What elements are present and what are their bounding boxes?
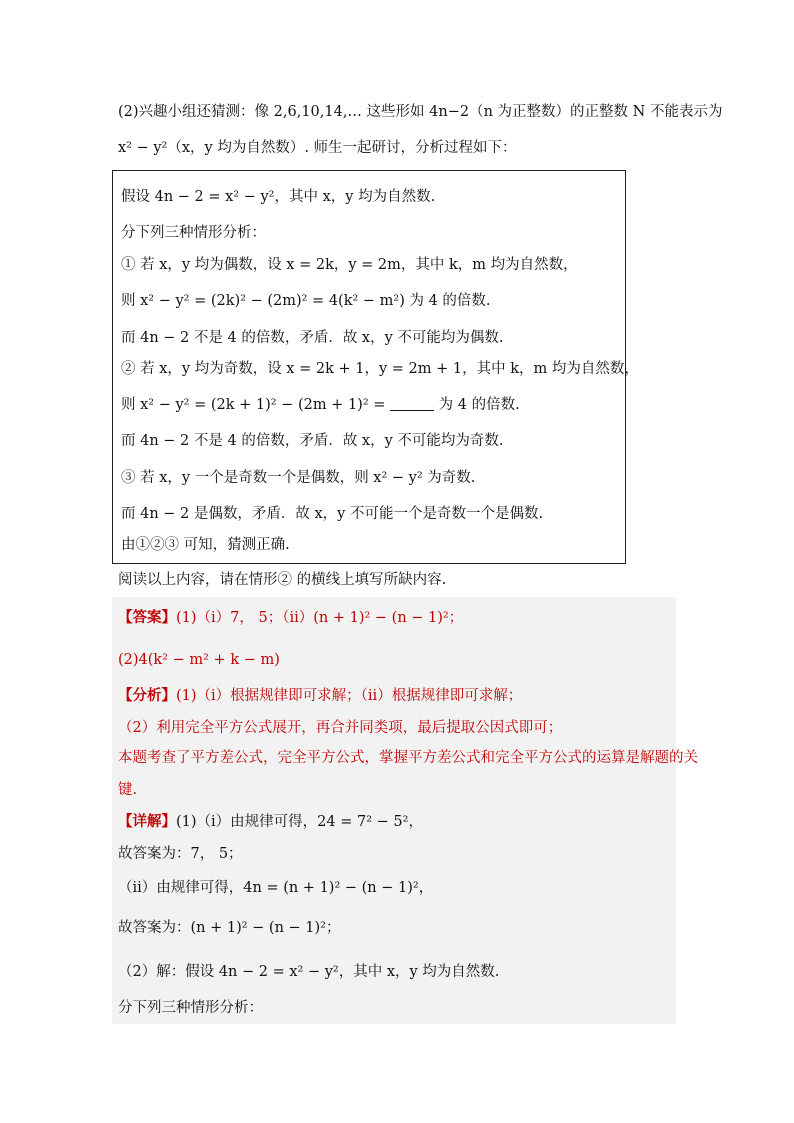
box-line-cases: 分下列三种情形分析： xyxy=(121,225,266,241)
box-line-case1: ① 若 x，y 均为偶数，设 x = 2k，y = 2m，其中 k，m 均为自然数， xyxy=(121,257,578,273)
analysis-box xyxy=(112,170,639,564)
answer-line-1 xyxy=(118,608,463,628)
analysis-tag: 【分析】 xyxy=(118,687,176,704)
box-line-case2: ② 若 x，y 均为奇数，设 x = 2k + 1，y = 2m + 1，其中 k，m 均为自然数， xyxy=(121,361,639,377)
box-line-case3-conclusion: 而 4n − 2 是偶数，矛盾．故 x，y 不可能一个是奇数一个是偶数. xyxy=(121,506,544,522)
analysis-line-3: 本题考查了平方差公式，完全平方公式，掌握平方差公式和完全平方公式的运算是解题的关 xyxy=(118,750,698,766)
detail-line-4: 故答案为：(n + 1)² − (n − 1)²； xyxy=(118,920,341,936)
intro-line-2: x² − y²（x，y 均为自然数）. 师生一起研讨，分析过程如下： xyxy=(118,140,517,156)
case2-expression: 则 x² − y² = (2k + 1)² − (2m + 1)² = xyxy=(121,397,386,413)
detail-line-5: （2）解：假设 4n − 2 = x² − y²，其中 x，y 均为自然数. xyxy=(118,964,500,980)
box-line-final: 由①②③ 可知，猜测正确. xyxy=(121,537,290,553)
fill-in-blank xyxy=(390,396,434,411)
analysis-line-1 xyxy=(118,686,522,706)
reading-instruction: 阅读以上内容，请在情形② 的横线上填写所缺内容. xyxy=(118,572,447,588)
detail-line-2: 故答案为：7， 5； xyxy=(118,846,243,862)
answer-line-2: (2)4(k² − m² + k − m) xyxy=(118,652,280,668)
answer-tag: 【答案】 xyxy=(118,609,176,626)
case2-suffix: 为 4 的倍数. xyxy=(438,397,520,413)
analysis-part-1: (1)（ⅰ）根据规律即可求解；（ⅱ）根据规律即可求解； xyxy=(176,688,523,704)
intro-line-1: (2)兴趣小组还猜测：像 2,6,10,14,… 这些形如 4n−2（n 为正整数）的正整数 N 不能表示为 xyxy=(118,104,723,120)
detail-part-1: (1)（ⅰ）由规律可得，24 = 7² − 5²， xyxy=(176,814,423,830)
box-line-case2-conclusion: 而 4n − 2 不是 4 的倍数，矛盾．故 x，y 不可能均为奇数. xyxy=(121,433,504,449)
detail-tag: 【详解】 xyxy=(118,813,176,830)
box-line-case1-conclusion: 而 4n − 2 不是 4 的倍数，矛盾．故 x，y 不可能均为偶数. xyxy=(121,330,504,346)
analysis-line-2: （2）利用完全平方公式展开，再合并同类项，最后提取公因式即可； xyxy=(118,720,563,736)
box-line-case3: ③ 若 x，y 一个是奇数一个是偶数，则 x² − y² 为奇数. xyxy=(121,470,476,486)
box-line-assume: 假设 4n − 2 = x² − y²，其中 x，y 均为自然数. xyxy=(121,189,436,205)
box-line-case2-result xyxy=(121,395,520,415)
detail-line-6: 分下列三种情形分析： xyxy=(118,1000,263,1016)
box-line-case1-result: 则 x² − y² = (2k)² − (2m)² = 4(k² − m²) 为 4 的倍数. xyxy=(121,293,491,309)
answer-part-1: (1)（ⅰ）7， 5；（ⅱ）(n + 1)² − (n − 1)²； xyxy=(176,610,464,626)
analysis-line-4: 键. xyxy=(118,782,138,798)
detail-line-1 xyxy=(118,812,423,832)
detail-line-3: （ⅱ）由规律可得，4n = (n + 1)² − (n − 1)²， xyxy=(118,880,434,896)
